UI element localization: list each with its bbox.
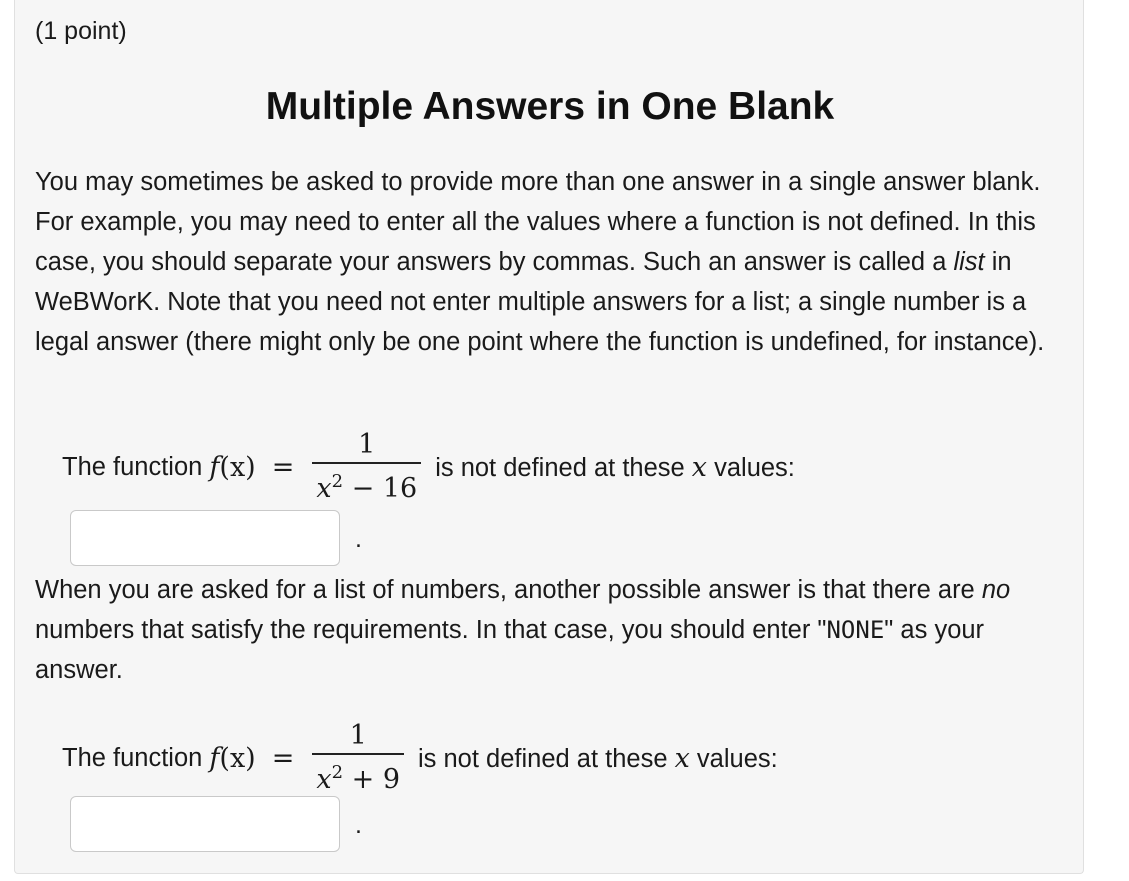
q1-numerator: 1 bbox=[358, 429, 376, 460]
q1-fraction bbox=[312, 428, 421, 507]
none-quote-open: " bbox=[817, 616, 827, 644]
none-paragraph bbox=[35, 570, 1075, 690]
q1-period: . bbox=[355, 525, 362, 553]
problem-panel bbox=[14, 0, 1084, 874]
no-emphasis: no bbox=[981, 576, 1011, 604]
none-text-1: When you are asked for a list of numbers, another possible answer is that there are bbox=[35, 576, 982, 604]
q2-denominator: $x^2 + 9$ bbox=[316, 762, 400, 795]
none-text-2: numbers that satisfy the requirements. In that case, you should enter bbox=[35, 616, 818, 644]
q1-denominator: $x^2 - 16$ bbox=[316, 471, 418, 504]
q2-prefix: The function bbox=[62, 744, 210, 772]
none-quote-close: " bbox=[884, 616, 894, 644]
q2-equals: = bbox=[271, 743, 295, 774]
q2-function-name: f(x) bbox=[209, 743, 256, 774]
list-emphasis: list bbox=[953, 248, 985, 276]
none-code: NONE bbox=[826, 616, 885, 644]
question-2-statement bbox=[62, 719, 778, 798]
none-text-3: as your answer. bbox=[35, 616, 985, 684]
q1-suffix: is not defined at these x values: bbox=[435, 452, 795, 483]
answer-input-2[interactable] bbox=[70, 796, 340, 852]
q1-prefix: The function bbox=[62, 453, 210, 481]
q2-period: . bbox=[355, 811, 362, 839]
q2-fraction bbox=[312, 719, 404, 798]
answer-input-1[interactable] bbox=[70, 510, 340, 566]
intro-text-1: You may sometimes be asked to provide more than one answer in a single answer blank. For example, you may need to enter all the values where a function is not defined. In this case, you should separate your answers by commas. Such an answer is called a bbox=[35, 168, 1041, 276]
question-1-statement bbox=[62, 428, 795, 507]
intro-paragraph bbox=[35, 162, 1075, 362]
q2-numerator: 1 bbox=[349, 720, 367, 751]
q2-suffix: is not defined at these x values: bbox=[418, 743, 778, 774]
q1-function-name: f(x) bbox=[209, 452, 256, 483]
q1-equals: = bbox=[271, 452, 295, 483]
problem-title: Multiple Answers in One Blank bbox=[265, 85, 835, 128]
points-label: (1 point) bbox=[35, 17, 127, 45]
intro-text-2: in WeBWorK. Note that you need not enter multiple answers for a list; a single number is a legal answer (there might only be one point where the function is undefined, for instance). bbox=[35, 248, 1045, 356]
